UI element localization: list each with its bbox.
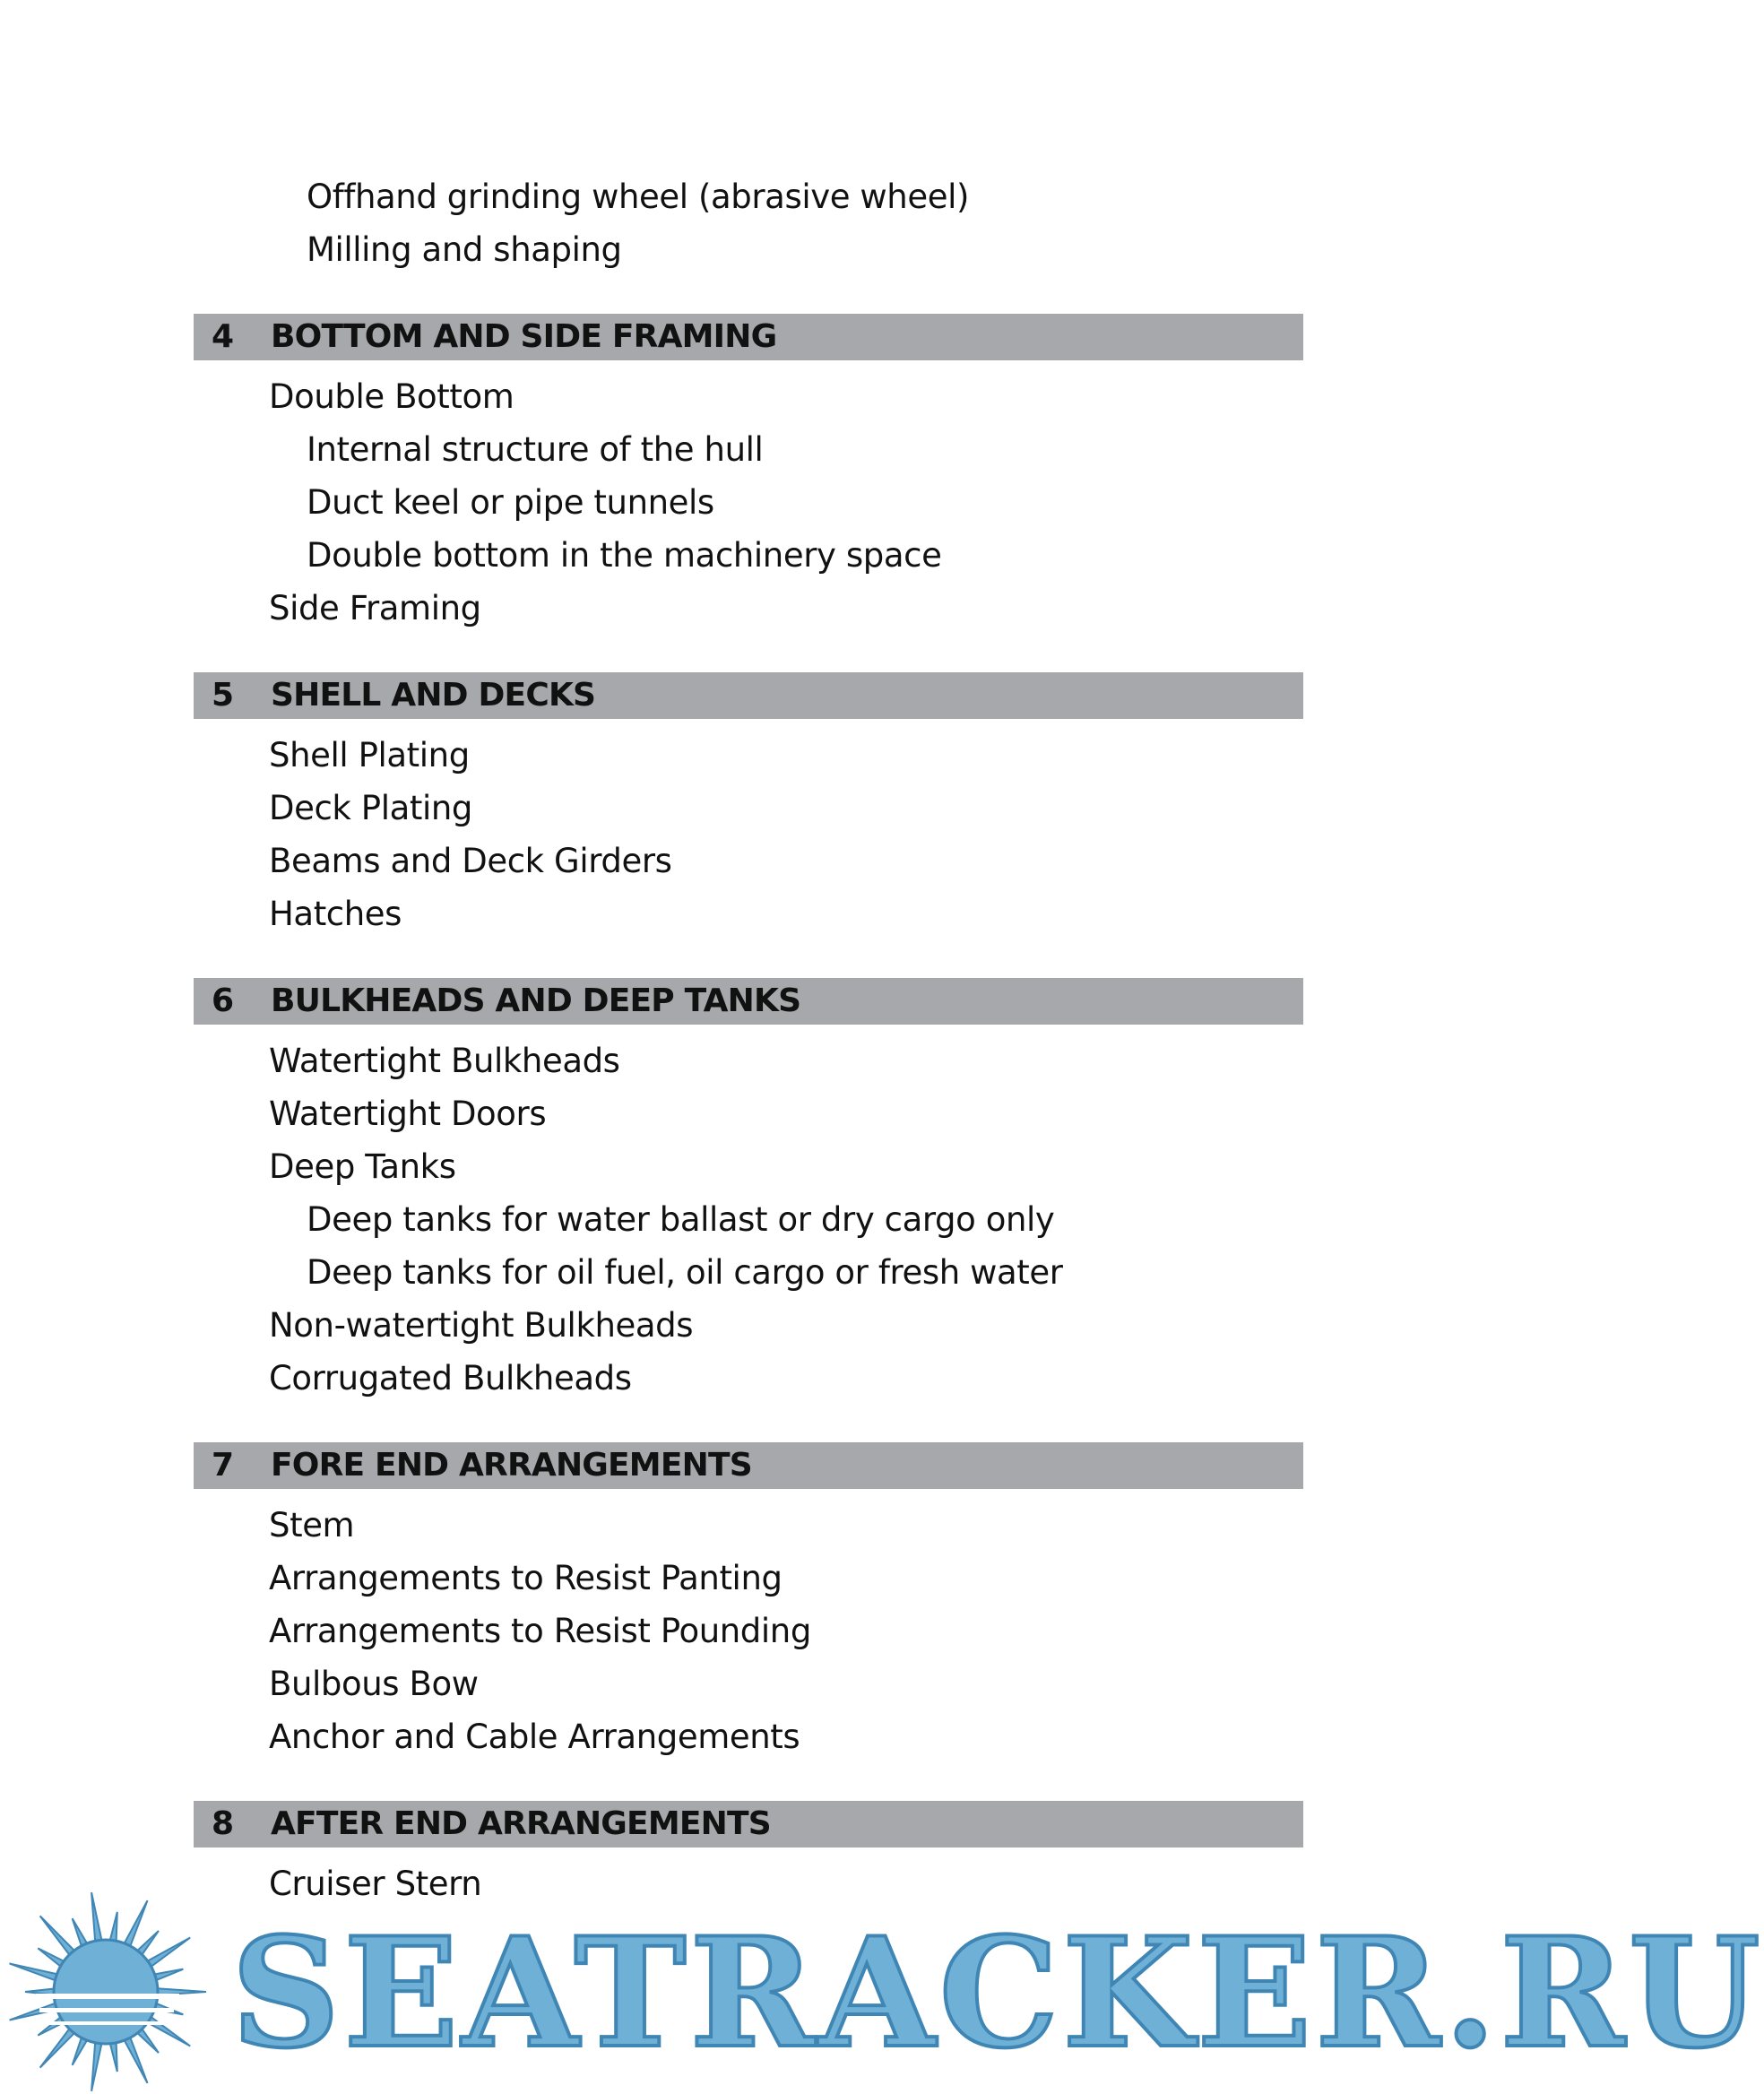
toc-entry: Cruiser Stern — [269, 1865, 482, 1903]
toc-entry: Arrangements to Resist Panting — [269, 1559, 783, 1597]
section-number: 7 — [212, 1447, 235, 1484]
toc-entry: Deck Plating — [269, 789, 472, 827]
toc-entry: Milling and shaping — [307, 230, 622, 269]
section-header-6 — [194, 978, 1303, 1025]
toc-entry: Hatches — [269, 895, 402, 933]
toc-entry: Side Framing — [269, 589, 481, 627]
section-header-7 — [194, 1442, 1303, 1489]
toc-entry: Beams and Deck Girders — [269, 842, 672, 880]
section-header-5 — [194, 672, 1303, 719]
section-number: 8 — [212, 1805, 235, 1842]
toc-entry: Deep Tanks — [269, 1147, 456, 1186]
section-title: FORE END ARRANGEMENTS — [271, 1447, 752, 1484]
section-title: BOTTOM AND SIDE FRAMING — [271, 318, 777, 355]
sun-ray — [91, 1892, 103, 1946]
toc-subentry: Duct keel or pipe tunnels — [307, 483, 714, 522]
toc-entry: Stem — [269, 1506, 355, 1545]
section-number: 5 — [212, 677, 235, 714]
section-number: 4 — [212, 318, 235, 355]
section-header-4 — [194, 314, 1303, 360]
toc-subentry: Deep tanks for water ballast or dry cargo only — [307, 1200, 1055, 1239]
toc-entry: Non-watertight Bulkheads — [269, 1306, 694, 1345]
toc-entry: Watertight Bulkheads — [269, 1042, 620, 1080]
toc-entry: Double Bottom — [269, 377, 514, 416]
toc-entry: Anchor and Cable Arrangements — [269, 1718, 800, 1756]
toc-entry: Watertight Doors — [269, 1095, 547, 1133]
toc-entry: Offhand grinding wheel (abrasive wheel) — [307, 177, 969, 216]
sun-icon — [0, 1882, 233, 2094]
toc-entry: Bulbous Bow — [269, 1665, 479, 1703]
toc-subentry: Double bottom in the machinery space — [307, 536, 942, 575]
section-title: AFTER END ARRANGEMENTS — [271, 1805, 771, 1842]
toc-entry: Arrangements to Resist Pounding — [269, 1612, 811, 1650]
section-title: SHELL AND DECKS — [271, 677, 596, 714]
sun-ray — [91, 2038, 103, 2091]
section-title: BULKHEADS AND DEEP TANKS — [271, 982, 801, 1019]
section-header-8 — [194, 1801, 1303, 1847]
toc-subentry: Internal structure of the hull — [307, 430, 764, 469]
toc-subentry: Deep tanks for oil fuel, oil cargo or fresh water — [307, 1253, 1063, 1292]
section-number: 6 — [212, 982, 235, 1019]
toc-entry: Corrugated Bulkheads — [269, 1359, 632, 1397]
watermark-text: SEATRACKER.RU — [231, 1904, 1764, 2081]
toc-entry: Shell Plating — [269, 736, 470, 774]
